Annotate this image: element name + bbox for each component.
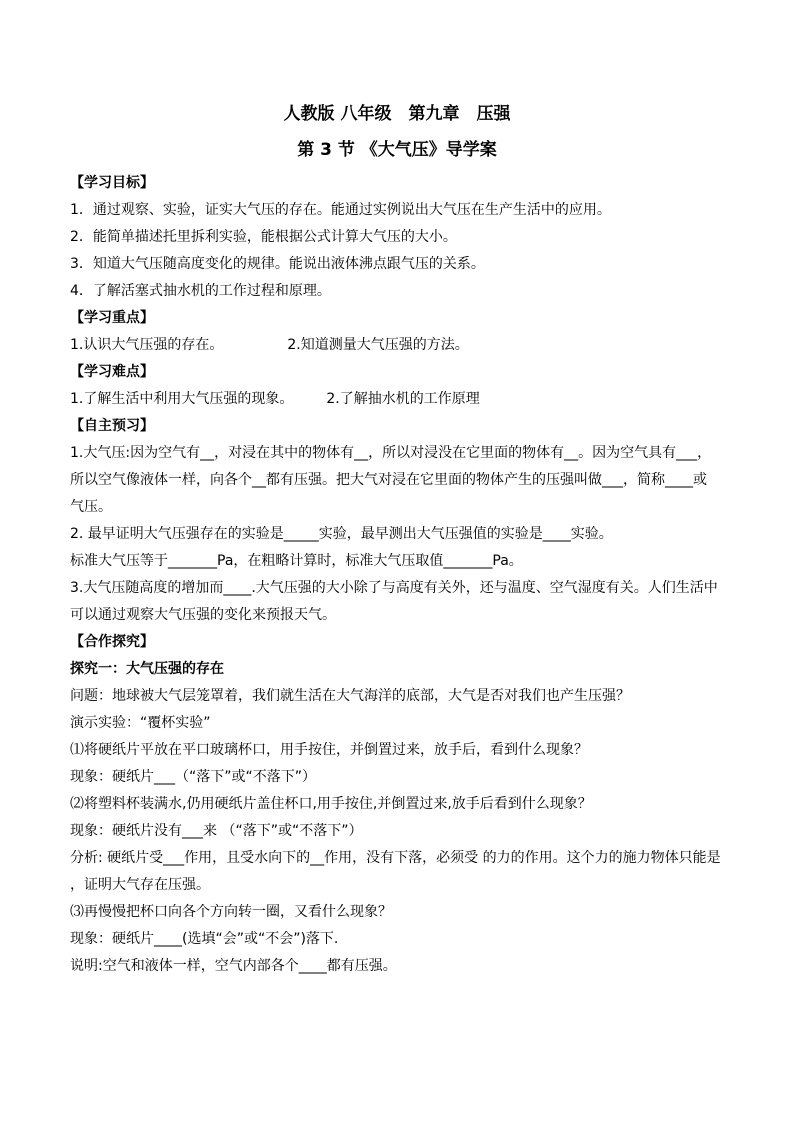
preview-question-1-cont: 气压。 bbox=[70, 499, 112, 515]
preview-question-3-cont: 可以通过观察大气压强的变化来预报天气。 bbox=[70, 607, 336, 623]
page-title: 人教版 八年级 第九章 压强 bbox=[283, 104, 511, 124]
explore-line: 演示实验：“覆杯实验” bbox=[70, 715, 211, 731]
preview-heading: 【自主预习】 bbox=[70, 418, 154, 434]
explore-topic: 探究一：大气压强的存在 bbox=[70, 661, 224, 677]
difficulties-heading: 【学习难点】 bbox=[70, 364, 154, 380]
explore-line: ⑶再慢慢把杯口向各个方向转一圈，又看什么现象？ bbox=[70, 904, 392, 920]
explore-line: 现象：硬纸片___（“落下”或“不落下”） bbox=[70, 769, 317, 785]
explore-line: 分析: 硬纸片受___作用，且受水向下的__作用，没有下落，必须受 的力的作用。这个力的施力物体只能是 bbox=[70, 850, 721, 866]
preview-question-2: 2. 最早证明大气压强存在的实验是_____实验，最早测出大气压强值的实验是____实验。 bbox=[70, 526, 613, 542]
explore-line: ⑴将硬纸片平放在平口玻璃杯口，用手按住，并倒置过来，放手后，看到什么现象？ bbox=[70, 742, 588, 758]
explore-line: 现象：硬纸片没有___来 （“落下”或“不落下”） bbox=[70, 823, 363, 839]
key-point-item: 1.认识大气压强的存在。 bbox=[70, 337, 224, 353]
goal-item: 3．知道大气压随高度变化的规律。能说出液体沸点跟气压的关系。 bbox=[70, 256, 485, 272]
explore-line: 现象：硬纸片____(选填“会”或“不会”)落下. bbox=[70, 931, 339, 947]
goal-item: 4．了解活塞式抽水机的工作过程和原理。 bbox=[70, 283, 331, 299]
preview-question-1-cont: 所以空气像液体一样，向各个__都有压强。把大气对浸在它里面的物体产生的压强叫做___，简称____或 bbox=[70, 472, 707, 488]
goal-item: 2．能简单描述托里拆利实验，能根据公式计算大气压的大小。 bbox=[70, 229, 457, 245]
preview-question-2-cont: 标准大气压等于_______Pa，在粗略计算时，标准大气压取值_______Pa。 bbox=[70, 553, 523, 569]
difficulty-item: 2.了解抽水机的工作原理 bbox=[326, 391, 480, 407]
goals-heading: 【学习目标】 bbox=[70, 175, 154, 191]
explore-line: 说明:空气和液体一样，空气内部各个____都有压强。 bbox=[70, 958, 397, 974]
key-point-item: 2.知道测量大气压强的方法。 bbox=[287, 337, 469, 353]
explore-line: ，证明大气存在压强。 bbox=[70, 877, 210, 893]
preview-question-1: 1.大气压:因为空气有__，对浸在其中的物体有__，所以对浸没在它里面的物体有__。因为空气具有___， bbox=[70, 445, 712, 461]
goal-item: 1．通过观察、实验，证实大气压的存在。能通过实例说出大气压在生产生活中的应用。 bbox=[70, 202, 611, 218]
explore-heading: 【合作探究】 bbox=[70, 634, 154, 650]
preview-question-3: 3.大气压随高度的增加而____.大气压强的大小除了与高度有关外，还与温度、空气湿度有关。人们生活中 bbox=[70, 580, 718, 596]
key-points-row bbox=[70, 332, 724, 359]
explore-line: ⑵将塑料杯装满水,仍用硬纸片盖住杯口,用手按住,并倒置过来,放手后看到什么现象？ bbox=[70, 796, 592, 812]
page-subtitle: 第 3 节 《大气压》导学案 bbox=[297, 140, 497, 160]
key-points-heading: 【学习重点】 bbox=[70, 310, 154, 326]
explore-line: 问题：地球被大气层笼罩着，我们就生活在大气海洋的底部，大气是否对我们也产生压强？ bbox=[70, 688, 630, 704]
difficulties-row bbox=[70, 386, 724, 413]
difficulty-item: 1.了解生活中利用大气压强的现象。 bbox=[70, 391, 294, 407]
